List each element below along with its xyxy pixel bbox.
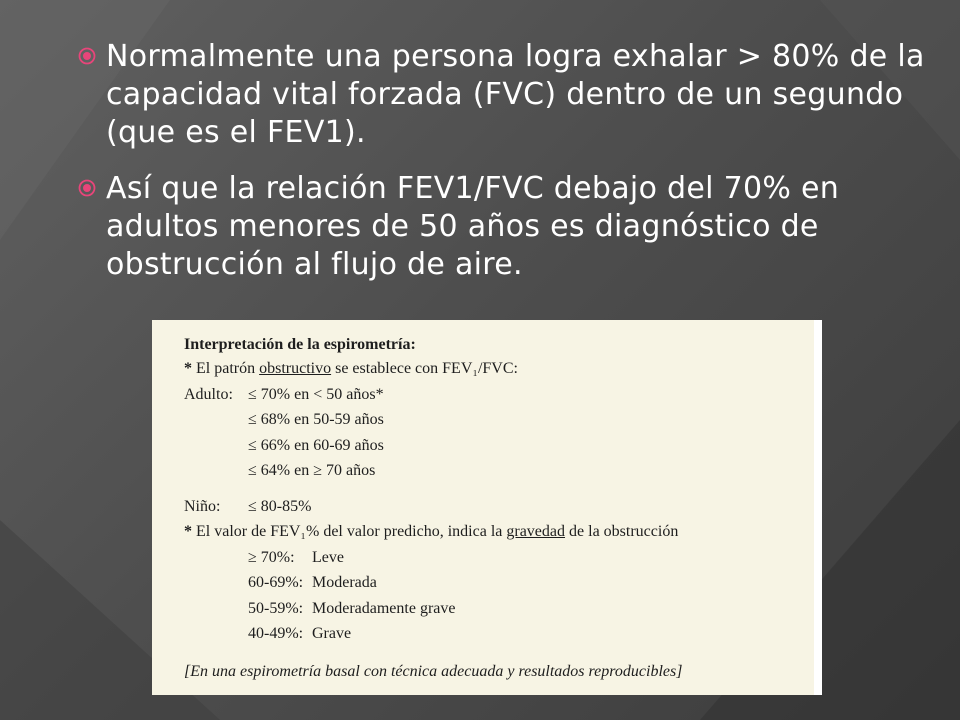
severity-value: 50-59%: — [248, 599, 304, 617]
child-label: Niño: — [184, 497, 221, 515]
severity-value: 40-49%: — [248, 625, 304, 642]
panel-edge — [814, 320, 822, 695]
obstructive-underlined: obstructivo — [259, 360, 332, 377]
severity-value: 60-69%: — [248, 574, 304, 591]
panel-footnote: [En una espirometría basal con técnica adecuada y resultados reproducibles] — [184, 662, 683, 680]
child-row — [184, 494, 802, 520]
bullet-item — [78, 170, 938, 284]
severity-label: Leve — [312, 548, 344, 566]
adult-row — [184, 458, 802, 484]
severity-row — [184, 621, 802, 647]
severity-line — [184, 519, 802, 545]
circle-bullet-icon — [78, 179, 96, 197]
bullet-item — [78, 38, 938, 152]
panel-title: Interpretación de la espirometría: — [184, 336, 416, 353]
star-marker: * — [184, 360, 192, 377]
severity-row — [184, 545, 802, 571]
circle-bullet-icon — [78, 47, 96, 65]
child-value: ≤ 80-85% — [248, 497, 312, 515]
bullet-text: Normalmente una persona logra exhalar > 80% de la capacidad vital forzada (FVC) dentro de un segundo (que es el FEV1). — [106, 39, 925, 150]
severity-label: Moderada — [312, 574, 377, 591]
adult-value: ≤ 70% en < 50 años* — [248, 385, 384, 403]
bullet-list — [78, 38, 938, 302]
star-marker: * — [184, 523, 192, 540]
adult-row — [184, 407, 802, 433]
obstructive-line — [184, 356, 802, 382]
severity-row — [184, 570, 802, 596]
spirometry-text — [184, 332, 802, 684]
severity-value: ≥ 70%: — [248, 548, 295, 566]
adult-value: ≤ 68% en 50-59 años — [248, 411, 384, 428]
obstructive-prefix: El patrón — [196, 360, 256, 377]
severity-underlined: gravedad — [506, 523, 566, 540]
adult-row — [184, 433, 802, 459]
adult-row — [184, 382, 802, 408]
adult-value: ≤ 64% en ≥ 70 años — [248, 462, 376, 479]
severity-label: Grave — [312, 625, 352, 642]
severity-prefix: El valor de FEV₁% del valor predicho, indica la — [196, 523, 503, 540]
spirometry-image-panel — [152, 320, 822, 695]
adult-value: ≤ 66% en 60-69 años — [248, 436, 384, 454]
obstructive-suffix: se establece con FEV₁/FVC: — [335, 360, 518, 377]
bullet-text: Así que la relación FEV1/FVC debajo del 70% en adultos menores de 50 años es diagnóstico de obstrucción al flujo de aire. — [106, 171, 840, 282]
severity-row — [184, 596, 802, 622]
severity-label: Moderadamente grave — [312, 599, 456, 617]
adult-label: Adulto: — [184, 385, 233, 403]
severity-suffix: de la obstrucción — [569, 523, 679, 540]
